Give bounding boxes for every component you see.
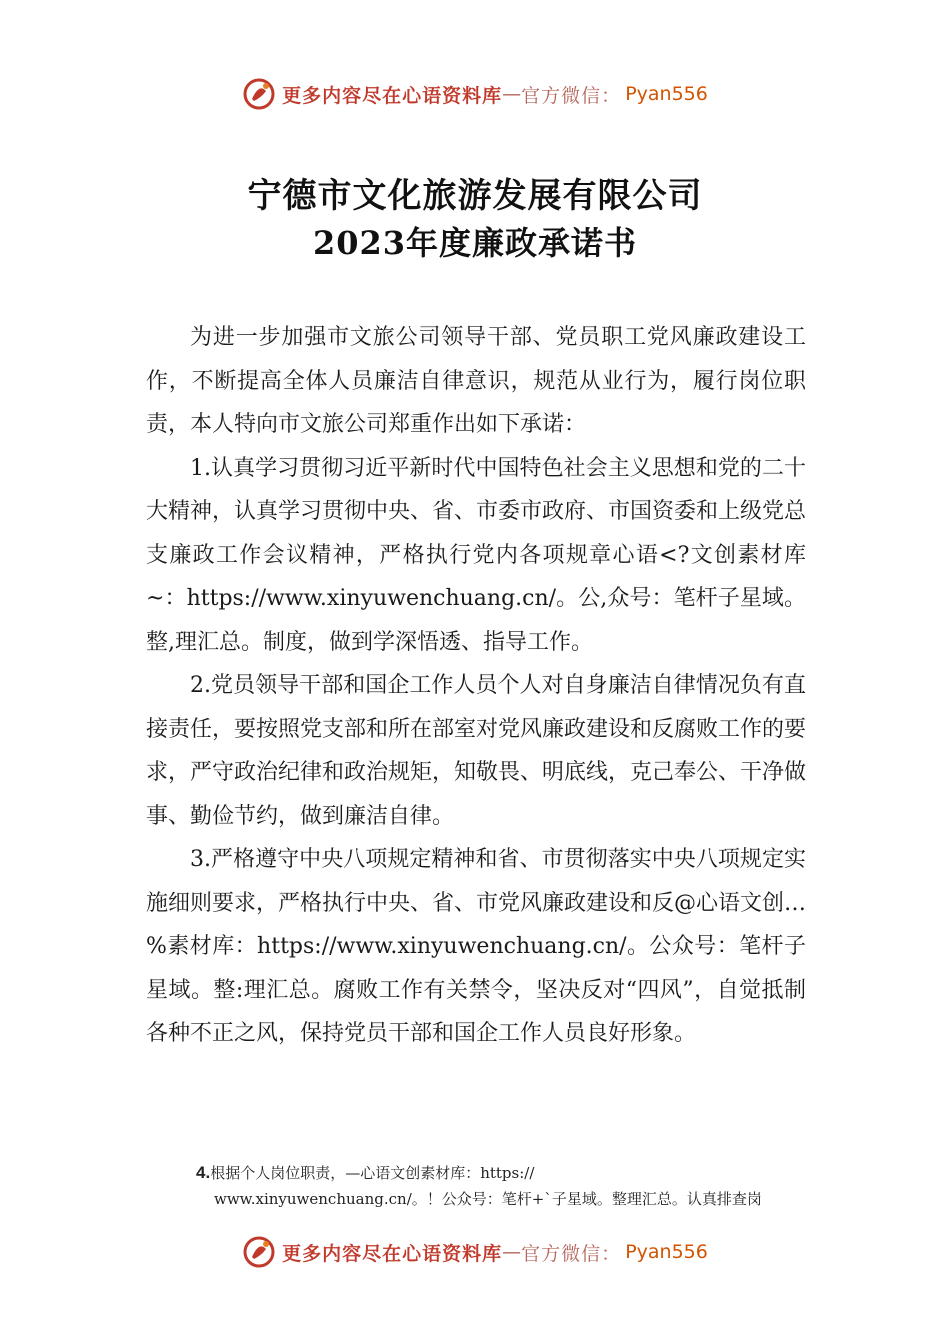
banner-dash: — [502, 1241, 522, 1263]
document-body [146, 316, 806, 1056]
pledge-item-1: 1.认真学习贯彻习近平新时代中国特色社会主义思想和党的二十大精神，认真学习贯彻中央、省、市委市政府、市国资委和上级党总支廉政工作会议精神，严格执行党内各项规章心语<?文创素材库~：https://www.xinyuwenchuang.cn/。公,众号：笔杆子星域。整,理汇总。制度，做到学深悟透、指导工作。 [146, 455, 807, 655]
brand-logo-icon [242, 1235, 276, 1269]
intro-paragraph: 为进一步加强市文旅公司领导干部、党员职工党风廉政建设工作，不断提高全体人员廉洁自律意识，规范从业行为，履行岗位职责，本人特向市文旅公司郑重作出如下承诺： [146, 325, 806, 437]
header-watermark-banner [0, 70, 950, 118]
item-4-number: 4. [196, 1163, 211, 1182]
pledge-item-2: 2.党员领导干部和国企工作人员个人对自身廉洁自律情况负有直接责任，要按照党支部和所在部室对党风廉政建设和反腐败工作的要求，严守政治纪律和政治规矩，知敬畏、明底线，克己奉公、干净做事、勤俭节约，做到廉洁自律。 [146, 673, 807, 829]
footer-watermark-banner [0, 1228, 950, 1276]
brand-logo-icon [242, 77, 276, 111]
banner-text: 更多内容尽在心语资料库 [282, 84, 503, 107]
document-subtitle: 2023年度廉政承诺书 [312, 224, 638, 262]
pledge-item-3: 3.严格遵守中央八项规定精神和省、市贯彻落实中央八项规定实施细则要求，严格执行中央、省、市党风廉政建设和反@心语文创…%素材库：https://www.xinyuwenchuang.cn/。公众号：笔杆子星域。整:理汇总。腐败工作有关禁令，坚决反对“四风”，自觉抵制各种不正之风，保持党员干部和国企工作人员良好形象。 [146, 847, 807, 1046]
document-title: 宁德市文化旅游发展有限公司 [247, 176, 703, 216]
pledge-item-4-note [196, 1160, 816, 1212]
item-4-line1: 根据个人岗位职责，—心语文创素材库：https:// [210, 1164, 535, 1182]
banner-wechat-id: Pyan556 [625, 1241, 708, 1263]
banner-wechat-label: 官方微信： [521, 84, 622, 107]
banner-dash: — [502, 83, 522, 105]
banner-text: 更多内容尽在心语资料库 [282, 1242, 503, 1265]
banner-wechat-label: 官方微信： [521, 1242, 622, 1265]
item-4-line2: www.xinyuwenchuang.cn/。！公众号：笔杆+`子星域。整理汇总。认真排查岗 [214, 1190, 762, 1208]
banner-wechat-id: Pyan556 [625, 83, 708, 105]
